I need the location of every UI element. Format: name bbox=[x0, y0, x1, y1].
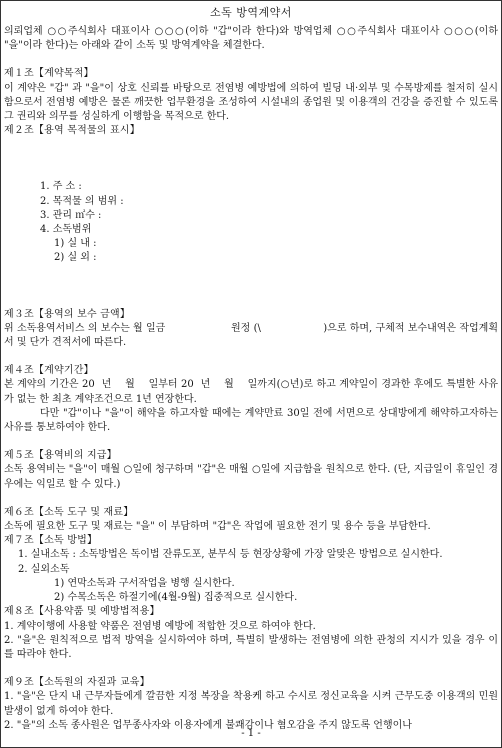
article-6-body: 소독에 필요한 도구 및 재료는 "을" 이 부담하며 "갑"은 작업에 필요한 전기 및 용수 등을 부담한다. bbox=[4, 521, 431, 533]
article-2-header: 제２조【용역 목적물의 표시】 bbox=[4, 125, 140, 137]
article-3-body: 위 소독용역서비스 의 보수는 월 일금 원정 (\ )으로 하며, 구체적 보수내역은 작업계획서 및 단가 견적서에 따른다. bbox=[4, 322, 498, 349]
article-4-header: 제４조【계약기간】 bbox=[4, 365, 94, 377]
article-7-subitem: 2) 수목소독은 하절기에(4월-9월) 집중적으로 실시한다. bbox=[54, 592, 298, 604]
article-4-body: 본 계약의 기간은 20 년 월 일부터 20 년 월 일까지(○년)로 하고 계약일이 경과한 후에도 특별한 사유가 없는 한 최초 계약조건으로 1년 연장한다. bbox=[4, 379, 498, 405]
article-5-body: 소독 용역비는 "을"이 매월 ○일에 청구하며 "갑"은 매월 ○일에 지급함을 원칙으로 한다. (단, 지급일이 휴일인 경우에는 익일로 할 수 있다.) bbox=[4, 464, 498, 490]
article-6-header: 제６조【소독 도구 및 재료】 bbox=[4, 506, 134, 518]
article-2-subitem: 1) 실 내 : bbox=[54, 238, 97, 250]
article-9-header: 제９조【소독원의 자질과 교육】 bbox=[4, 677, 150, 689]
article-9-item: 1. "을"은 단지 내 근무자들에게 깔끔한 지정 복장을 착용케 하고 수시로 정신교육을 시켜 근무도중 이용객의 민원발생이 없게 하여야 한다. bbox=[4, 691, 498, 717]
intro-paragraph: 의뢰업체 ○○주식회사 대표이사 ○○○(이하 "갑"이라 한다)와 방역업체 ○○주식회사 대표이사 ○○○(이하 "을"이라 한다)는 아래와 같이 소독 및 방역계약을 체결한다. bbox=[4, 26, 498, 52]
article-4-body-2: 다만 "갑"이나 "을"이 해약을 하고자할 때에는 계약만료 30일 전에 서면으로 상대방에게 해약하고자하는 사유를 통보하여야 한다. bbox=[4, 407, 498, 434]
article-8-header: 제８조【사용약품 및 예방법적용】 bbox=[4, 606, 160, 618]
article-2-item: 1. 주 소 : bbox=[40, 181, 82, 193]
article-7-header: 제７조【소독 방법】 bbox=[4, 535, 98, 547]
article-2-item: 2. 목적물 의 범위 : bbox=[40, 195, 124, 207]
article-5-header: 제５조【용역비의 지급】 bbox=[4, 450, 117, 462]
article-8-item: 2. "을"은 원칙적으로 법적 방역을 실시하여야 하며, 특별히 발생하는 전염병에 의한 관청의 지시가 있을 경우 이를 따라야 한다. bbox=[4, 634, 498, 660]
article-2-item: 3. 관리 ㎡수 : bbox=[40, 209, 102, 221]
article-7-item-2: 2. 실외소독 bbox=[18, 563, 70, 575]
article-2-subitem: 2) 실 외 : bbox=[54, 252, 97, 264]
article-8-item: 1. 계약이행에 사용할 약품은 전염병 예방에 적합한 것으로 하여야 한다. bbox=[4, 620, 316, 632]
article-7-item-1: 1. 실내소독 : 소독방법은 독이법 잔류도포, 분무식 등 현장상황에 가장 알맞은 방법으로 실시한다. bbox=[18, 549, 443, 561]
page-number: - 1 - bbox=[241, 727, 261, 739]
document-title: 소독 방역계약서 bbox=[210, 6, 292, 19]
article-2-item: 4. 소독범위 bbox=[40, 224, 92, 236]
article-7-subitem: 1) 연막소독과 구서작업을 병행 실시한다. bbox=[54, 577, 235, 589]
article-3-header: 제３조【용역의 보수 금액】 bbox=[4, 308, 131, 320]
article-1-header: 제１조【계약목적】 bbox=[4, 68, 94, 80]
article-1-body: 이 계약은 "갑" 과 "을"이 상호 신뢰를 바탕으로 전염병 예방법에 의하여 빌딩 내·외부 및 수목방제를 철저히 실시함으로서 전염병 예방은 물론 깨끗한 업무환경을 조성하여 시설내의 종업원 및 이용객의 건강을 증진할 수 있도록 그 권리와 의무를 성실하게 이행함을 목적으로 한다. bbox=[4, 82, 498, 123]
article-9-item: 2. "을"의 소독 종사원은 업무종사자와 이용자에게 불쾌감이나 혐오감을 주지 않도록 언행이나 bbox=[4, 719, 412, 731]
